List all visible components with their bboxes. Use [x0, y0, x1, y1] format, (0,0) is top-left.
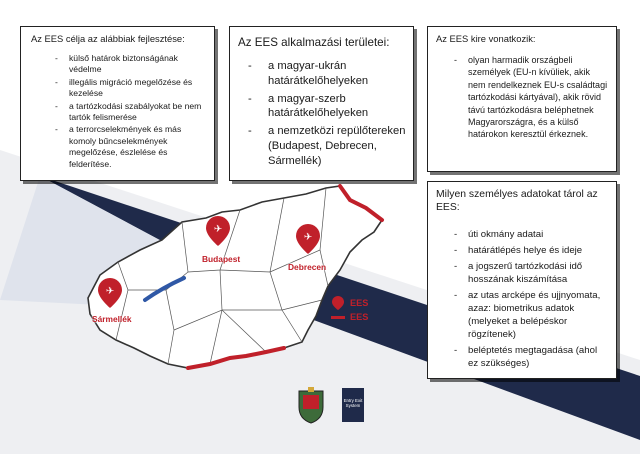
svg-text:✈: ✈: [303, 232, 313, 243]
data-list: [436, 228, 608, 370]
map-legend: [330, 296, 368, 324]
list-item: - határátlépés helye és ideje: [468, 244, 608, 257]
areas-list: [238, 59, 407, 169]
city-label-debrecen: Debrecen: [288, 262, 327, 272]
list-item: - a terrorcselekmények és más komoly bűncselekmények megelőzése, észlelése és felderítése.: [69, 124, 206, 170]
areas-box: [229, 26, 414, 181]
list-item: - az utas arcképe és ujjnyomata, azaz: biometrikus adatok (melyeket a belépéskor rögzítenek): [468, 289, 608, 341]
list-item: - illegális migráció megelőzése és kezelése: [69, 77, 206, 100]
list-item: - a magyar-szerb határátkelőhelyeken: [268, 92, 407, 122]
police-crest-logo: [296, 385, 326, 425]
list-item: - a magyar-ukrán határátkelőhelyeken: [268, 59, 407, 89]
list-item: - a jogszerű tartózkodási idő hosszának kiszámítása: [468, 260, 608, 286]
data-title: Milyen személyes adatokat tárol az EES:: [436, 189, 598, 213]
list-item: - a tartózkodási szabályokat be nem tartók felismerése: [69, 101, 206, 124]
list-item: - beléptetés megtagadása (ahol ez szükséges): [468, 344, 608, 370]
goals-box: [20, 26, 215, 181]
who-box: [427, 26, 617, 172]
goals-list: [31, 53, 206, 170]
list-item: - olyan harmadik országbeli személyek (EU-n kívüliek, akik nem rendelkeznek EU-s családtagi tartózkodási kártyával), akik rövid távú tartózkodásra beléphetnek Magyarországra, és a külső határokon keresztül érkeznek.: [468, 54, 608, 141]
list-item: - a nemzetközi repülőtereken (Budapest, Debrecen, Sármellék): [268, 124, 407, 168]
ees-logo-text: Entry Exit System: [343, 398, 363, 409]
airport-pin-icon: [330, 296, 346, 310]
list-item: - úti okmány adatai: [468, 228, 608, 241]
list-item: - külső határok biztonságának védelme: [69, 53, 206, 76]
ees-logo: [342, 388, 364, 422]
legend-airport-row: [330, 296, 368, 310]
legend-border-row: [330, 310, 368, 324]
legend-border-label: EES: [350, 312, 369, 322]
border-line-icon: [330, 310, 346, 324]
svg-text:✈: ✈: [105, 286, 115, 297]
city-label-budapest: Budapest: [202, 254, 241, 264]
data-box: [427, 181, 617, 379]
legend-airport-label: EES: [350, 298, 369, 308]
hungary-map: [70, 180, 400, 380]
city-label-sarmellek: Sármellék: [92, 314, 132, 324]
svg-text:✈: ✈: [213, 224, 223, 235]
who-title: Az EES kire vonatkozik:: [436, 33, 536, 44]
who-list: [436, 54, 608, 141]
map-outline: [70, 180, 400, 380]
areas-title: Az EES alkalmazási területei:: [238, 36, 390, 49]
goals-title: Az EES célja az alábbiak fejlesztése:: [31, 33, 185, 44]
